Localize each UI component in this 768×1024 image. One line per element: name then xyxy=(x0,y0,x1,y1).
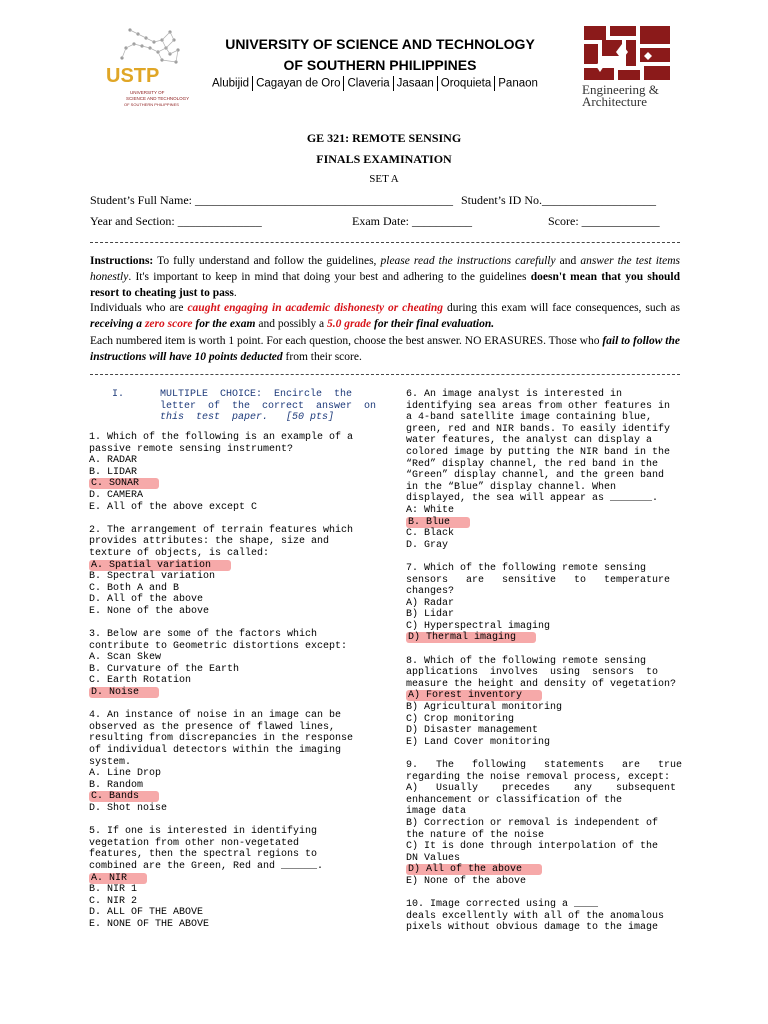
campus-name: Oroquieta xyxy=(440,77,492,90)
answer-option-label: B) Lidar xyxy=(406,609,455,621)
answer-option[interactable] xyxy=(406,621,686,633)
question-item xyxy=(89,629,371,699)
answer-option[interactable] xyxy=(406,702,686,714)
campus-name: Cagayan de Oro xyxy=(256,77,341,90)
campus-name: Alubijid xyxy=(212,77,250,90)
instructions-label: Instructions: xyxy=(90,255,154,267)
zero-score-text: zero score xyxy=(144,318,193,330)
answer-option-label: A. NIR xyxy=(89,873,147,884)
answer-option-label: B. Curvature of the Earth xyxy=(89,663,240,675)
dishonesty-text: and possibly a xyxy=(255,318,328,330)
answer-option[interactable] xyxy=(89,594,371,606)
dishonesty-paragraph xyxy=(90,300,680,332)
course-title: GE 321: REMOTE SENSING xyxy=(306,131,462,145)
answer-option-marked[interactable] xyxy=(89,791,371,803)
answer-option-marked[interactable] xyxy=(406,517,686,529)
scoring-emphasis: fail to follow the instructions will have 10 points deducted xyxy=(90,335,680,363)
university-title xyxy=(200,34,560,76)
answer-option[interactable] xyxy=(89,490,371,502)
answer-option-label: C. Both A and B xyxy=(89,582,180,594)
answer-option-label: C. Black xyxy=(406,528,455,540)
answer-option-label: D. Shot noise xyxy=(89,803,168,814)
engineering-logo-graphic xyxy=(578,22,678,84)
answer-option-marked[interactable] xyxy=(406,632,686,644)
answer-option-label: D. Gray xyxy=(406,539,449,551)
question-text: 5. If one is interested in identifying vegetation from other non-vegetated features, then the spectral regions to combined are the Green, Red and ______. xyxy=(89,826,324,872)
student-name-field[interactable]: Student’s Full Name: ___________________________________________ xyxy=(90,193,453,207)
answer-option[interactable] xyxy=(406,737,686,749)
question-text: 8. Which of the following remote sensing applications involves using sensors to measure the height and density of vegetation? xyxy=(406,655,677,690)
answer-option[interactable] xyxy=(406,540,686,552)
answer-option[interactable] xyxy=(89,583,371,595)
answer-option-label: E. NONE OF THE ABOVE xyxy=(89,918,210,930)
university-line2: OF SOUTHERN PHILIPPINES xyxy=(283,57,477,73)
right-question-column xyxy=(406,389,686,946)
dishonesty-warning: caught engaging in academic dishonesty or cheating xyxy=(187,302,444,314)
svg-text:UNIVERSITY OF: UNIVERSITY OF xyxy=(130,90,165,95)
answer-option-marked[interactable] xyxy=(406,864,686,876)
answer-option-label: E) Land Cover monitoring xyxy=(406,736,551,748)
answer-option-label: C) It is done through interpolation of the DN Values xyxy=(406,841,659,864)
campus-name: Panaon xyxy=(498,77,538,90)
answer-option-label: A) Usually precedes any subsequent enhancement or classification of the image data xyxy=(406,783,677,818)
instructions-text: . xyxy=(233,287,237,299)
answer-option-label: D) All of the above xyxy=(406,864,542,875)
answer-option[interactable] xyxy=(89,502,371,514)
answer-option[interactable] xyxy=(406,609,686,621)
question-item xyxy=(406,656,686,749)
question-item xyxy=(406,899,686,934)
answer-option[interactable] xyxy=(406,725,686,737)
university-line1: UNIVERSITY OF SCIENCE AND TECHNOLOGY xyxy=(225,36,535,52)
answer-option[interactable] xyxy=(89,664,371,676)
section-heading-line: I. MULTIPLE CHOICE: Encircle the xyxy=(112,389,353,400)
question-text: 3. Below are some of the factors which contribute to Geometric distortions except: xyxy=(89,629,348,652)
answer-option-marked[interactable] xyxy=(89,687,371,699)
answer-option-marked[interactable] xyxy=(89,873,371,885)
exam-date-field[interactable]: Exam Date: __________ xyxy=(352,214,472,228)
scoring-text: from their score. xyxy=(282,351,362,363)
answer-option[interactable] xyxy=(406,598,686,610)
answer-option-label: E) None of the above xyxy=(406,875,527,887)
question-text: 1. Which of the following is an example of a passive remote sensing instrument? xyxy=(89,432,354,455)
question-item xyxy=(89,525,371,618)
answer-option-label: C. Bands xyxy=(89,791,159,802)
answer-option-label: A. Spatial variation xyxy=(89,560,231,571)
answer-option-label: A. RADAR xyxy=(89,455,138,467)
year-section-field[interactable]: Year and Section: ______________ xyxy=(90,214,262,228)
answer-option[interactable] xyxy=(89,896,371,908)
answer-option-label: B. Random xyxy=(89,779,144,791)
instructions-emphasis: answer the test items honestly xyxy=(90,255,681,283)
question-item xyxy=(89,826,371,930)
campus-list xyxy=(212,76,538,91)
answer-option[interactable] xyxy=(89,606,371,618)
campus-name: Jasaan xyxy=(396,77,434,90)
dishonesty-text: during this exam will face consequences, such as xyxy=(443,302,680,314)
section-heading-line: letter of the correct answer on xyxy=(112,400,377,412)
answer-option-label: B. LIDAR xyxy=(89,466,138,478)
dishonesty-emphasis: receiving a xyxy=(90,318,145,330)
answer-option-label: C. Earth Rotation xyxy=(89,675,192,687)
answer-option-label: D. Noise xyxy=(89,687,159,698)
answer-option[interactable] xyxy=(406,528,686,540)
answer-option[interactable] xyxy=(89,675,371,687)
score-field[interactable]: Score: _____________ xyxy=(548,214,660,228)
campus-name: Claveria xyxy=(347,77,390,90)
answer-option-label: A) Radar xyxy=(406,597,455,609)
section-heading-line: this test paper. [50 pts] xyxy=(112,412,335,424)
instructions-emphasis: please read the instructions carefully xyxy=(380,255,556,267)
grade-text: 5.0 grade xyxy=(327,318,372,330)
answer-option-marked[interactable] xyxy=(406,690,686,702)
question-item xyxy=(406,389,686,551)
engineering-logo-line1: Engineering & xyxy=(582,82,659,97)
answer-option-label: C. NIR 2 xyxy=(89,895,138,907)
exam-set: SET A xyxy=(369,173,399,185)
answer-option-label: D. ALL OF THE ABOVE xyxy=(89,907,204,919)
answer-option-label: A) Forest inventory xyxy=(406,690,542,701)
answer-option[interactable] xyxy=(406,783,686,818)
question-item xyxy=(89,710,371,814)
answer-option[interactable] xyxy=(406,818,686,841)
answer-option-label: B. NIR 1 xyxy=(89,884,138,896)
question-text: 2. The arrangement of terrain features which provides attributes: the shape, size and texture of objects, is called: xyxy=(89,524,354,559)
instructions-paragraph xyxy=(90,253,680,301)
dishonesty-emphasis: for their final evaluation. xyxy=(371,318,495,330)
instructions-bold: doesn't mean that you should resort to cheating just to pass xyxy=(90,271,680,299)
answer-option[interactable] xyxy=(89,780,371,792)
answer-option-label: B. Blue xyxy=(406,517,470,528)
answer-option[interactable] xyxy=(406,505,686,517)
answer-option[interactable] xyxy=(89,907,371,919)
answer-option-label: A: White xyxy=(406,504,455,516)
question-item xyxy=(89,432,371,513)
answer-option-label: D) Thermal imaging xyxy=(406,632,536,643)
ustp-logo-text: USTP xyxy=(106,65,160,87)
ustp-logo-graphic xyxy=(100,18,200,113)
question-text: 9. The following statements are true regarding the noise removal process, except: xyxy=(406,760,683,783)
answer-option[interactable] xyxy=(89,803,371,815)
dishonesty-emphasis: for the exam xyxy=(192,318,256,330)
answer-option[interactable] xyxy=(89,884,371,896)
answer-option-label: C) Hyperspectral imaging xyxy=(406,620,551,632)
svg-text:SCIENCE AND TECHNOLOGY: SCIENCE AND TECHNOLOGY xyxy=(126,96,190,101)
svg-text:OF SOUTHERN PHILIPPINES: OF SOUTHERN PHILIPPINES xyxy=(124,102,179,107)
scoring-text: Each numbered item is worth 1 point. For each question, choose the best answer. NO ERASURES. Those who xyxy=(90,335,603,347)
answer-option[interactable] xyxy=(89,768,371,780)
answer-option[interactable] xyxy=(406,714,686,726)
answer-option-label: E. All of the above except C xyxy=(89,501,258,513)
answer-option[interactable] xyxy=(89,571,371,583)
answer-option-label: B. Spectral variation xyxy=(89,571,216,583)
answer-option-label: A. Scan Skew xyxy=(89,652,162,664)
answer-option-label: E. None of the above xyxy=(89,605,210,617)
section-heading xyxy=(112,389,376,424)
question-text: 6. An image analyst is interested in identifying sea areas from other features in a 4-band satellite image containing blue, green, red and NIR bands. To easily identify water features, the analyst can display a colored image by putting the NIR band in the “Red” display channel, the red band in the “Green” display channel, and the green band in the “Blue” display channel. When displayed, the sea will appear as _______. xyxy=(406,389,671,505)
divider xyxy=(90,374,680,375)
student-id-field[interactable]: Student’s ID No.___________________ xyxy=(461,193,656,207)
answer-option[interactable] xyxy=(406,876,686,888)
answer-option[interactable] xyxy=(89,455,371,467)
answer-option-label: D. CAMERA xyxy=(89,489,144,501)
name-id-row xyxy=(90,193,680,208)
answer-option-label: C. SONAR xyxy=(89,478,159,489)
answer-option-label: D. All of the above xyxy=(89,594,204,606)
answer-option-label: D) Disaster management xyxy=(406,725,539,737)
dishonesty-text: Individuals who are xyxy=(90,302,188,314)
answer-option[interactable] xyxy=(406,841,686,864)
question-text: 4. An instance of noise in an image can be observed as the presence of flawed lines, resulting from discrepancies in the response of individual detectors within the imaging system. xyxy=(89,710,354,768)
scoring-paragraph xyxy=(90,333,680,365)
instructions-text: . It's important to keep in mind that doing your best and adhering to the guidelines xyxy=(128,271,531,283)
answer-option-label: B) Correction or removal is independent of the nature of the noise xyxy=(406,817,659,841)
engineering-logo xyxy=(578,22,678,112)
instructions-text: To fully understand and follow the guidelines, xyxy=(153,255,381,267)
instructions-text: and xyxy=(555,255,581,267)
left-question-column xyxy=(89,432,371,942)
ustp-logo xyxy=(100,18,200,113)
answer-option-marked[interactable] xyxy=(89,560,371,572)
exam-type: FINALS EXAMINATION xyxy=(316,152,452,166)
answer-option-label: B) Agricultural monitoring xyxy=(406,702,563,714)
engineering-logo-line2: Architecture xyxy=(582,94,647,109)
answer-option[interactable] xyxy=(89,652,371,664)
answer-option-label: A. Line Drop xyxy=(89,768,162,780)
answer-option-label: C) Crop monitoring xyxy=(406,713,515,725)
question-item xyxy=(406,760,686,888)
answer-option-marked[interactable] xyxy=(89,478,371,490)
divider xyxy=(90,242,680,243)
answer-option[interactable] xyxy=(89,467,371,479)
question-text: 10. Image corrected using a ____ deals excellently with all of the anomalous pixels without obvious damage to the image xyxy=(406,899,665,934)
question-item xyxy=(406,563,686,644)
answer-option[interactable] xyxy=(89,919,371,931)
question-text: 7. Which of the following remote sensing sensors are sensitive to temperature changes? xyxy=(406,562,671,598)
